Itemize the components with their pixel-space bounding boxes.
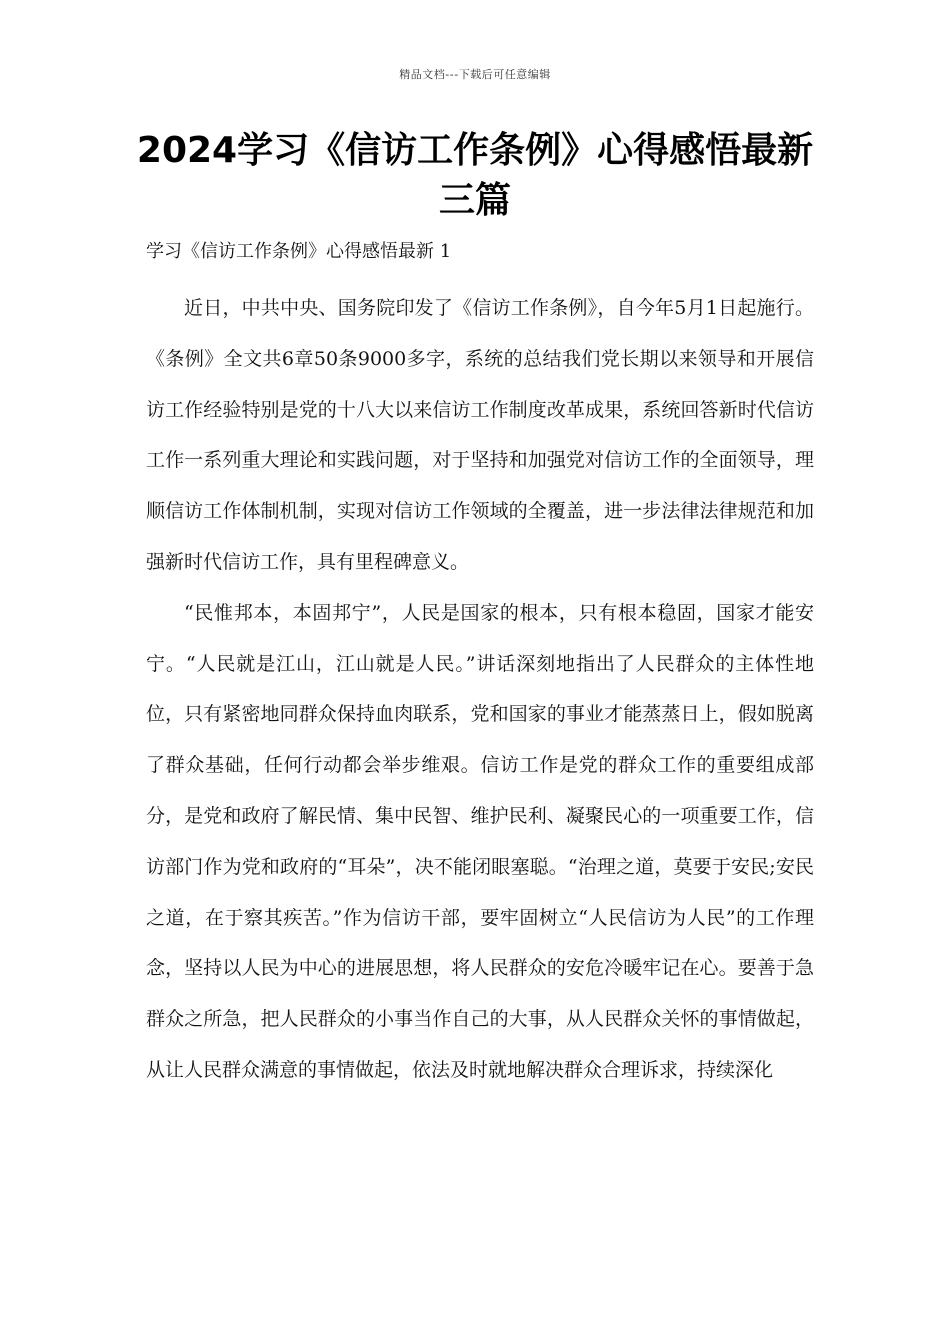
section-subtitle: 学习《信访工作条例》心得感悟最新 1 (146, 241, 452, 262)
paragraph: 近日，中共中央、国务院印发了《信访工作条例》，自今年5月1日起施行。《条例》全文共6章50条9000多字，系统的总结我们党长期以来领导和开展信访工作经验特别是党的十八大以来信访工作制度改革成果，系统回答新时代信访工作一系列重大理论和实践问题，对于坚持和加强党对信访工作的全面领导，理顺信访工作体制机制，实现对信访工作领域的全覆盖，进一步法律法律规范和加强新时代信访工作，具有里程碑意义。 (146, 297, 814, 573)
document-body (146, 283, 814, 1096)
document-title: 2024学习《信访工作条例》心得感悟最新三篇 (136, 130, 814, 221)
paragraph: “民惟邦本，本固邦宁”，人民是国家的根本，只有根本稳固，国家才能安宁。“人民就是江山，江山就是人民。”讲话深刻地指出了人民群众的主体性地位，只有紧密地同群众保持血肉联系，党和国家的事业才能蒸蒸日上，假如脱离了群众基础，任何行动都会举步维艰。信访工作是党的群众工作的重要组成部分，是党和政府了解民情、集中民智、维护民利、凝聚民心的一项重要工作，信访部门作为党和政府的“耳朵”，决不能闭眼塞聪。“治理之道，莫要于安民;安民之道，在于察其疾苦。”作为信访干部，要牢固树立“人民信访为人民”的工作理念，坚持以人民为中心的进展思想，将人民群众的安危冷暖牢记在心。要善于急群众之所急，把人民群众的小事当作自己的大事，从人民群众关怀的事情做起，从让人民群众满意的事情做起，依法及时就地解决群众合理诉求，持续深化 (146, 601, 814, 1081)
header-note: 精品文档---下载后可任意编辑 (399, 68, 551, 81)
